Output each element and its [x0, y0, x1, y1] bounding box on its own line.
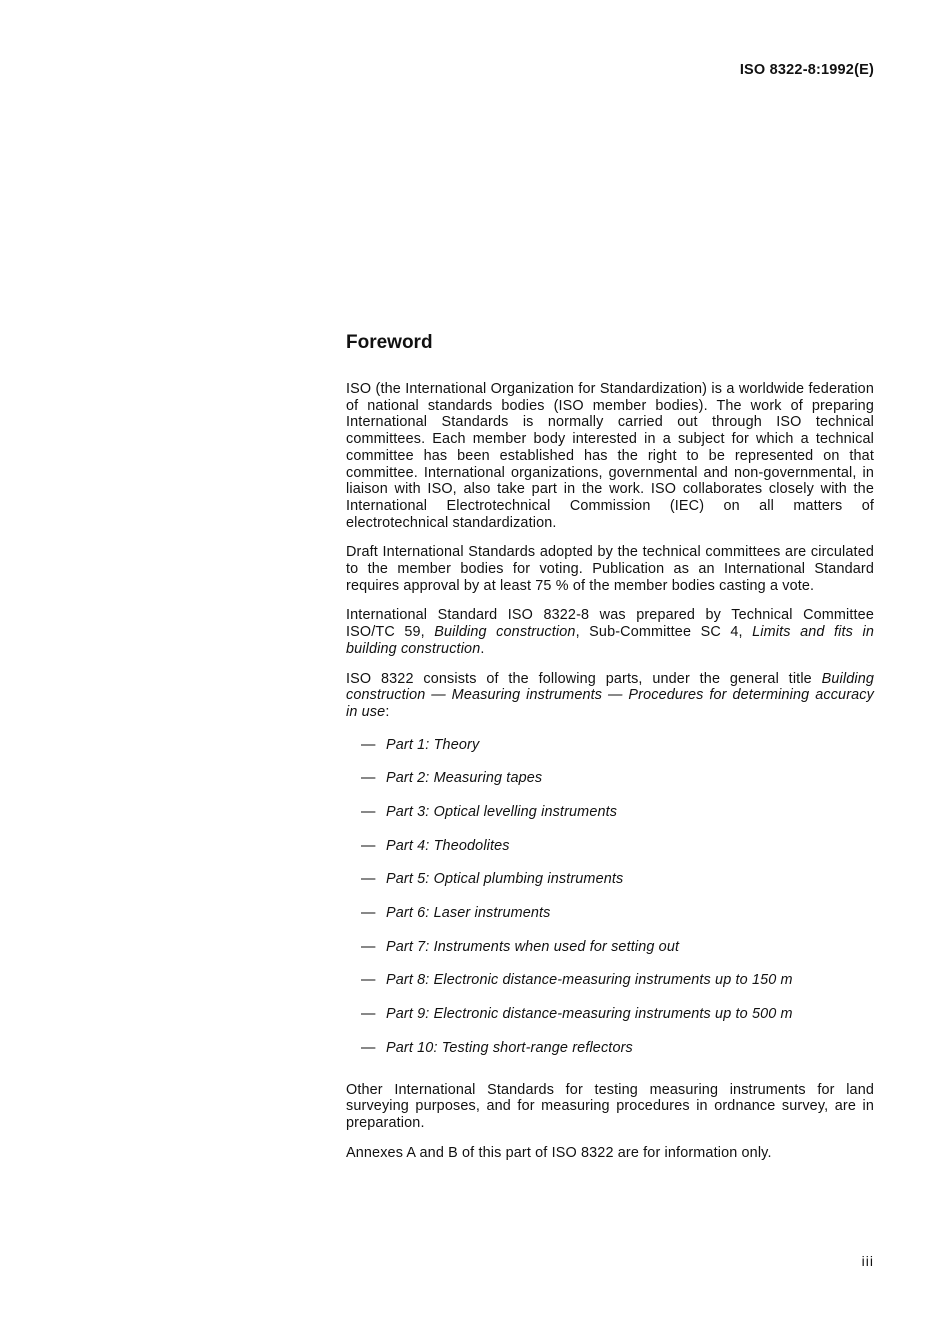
dash-icon: — — [361, 938, 376, 955]
dash-icon: — — [361, 837, 376, 854]
preparation-suffix: . — [480, 640, 485, 657]
part-title: Theodolites — [433, 837, 510, 854]
list-item — [346, 768, 874, 802]
part-title: Electronic distance-measuring instruments up to 500 m — [433, 1006, 793, 1023]
dash-icon: — — [361, 1006, 376, 1023]
part-title: Theory — [433, 736, 480, 753]
dash-icon: — — [361, 1039, 376, 1056]
list-item — [346, 1038, 874, 1072]
list-item — [346, 836, 874, 870]
part-label: Part 1: — [386, 736, 430, 753]
foreword-paragraph-other-standards: Other International Standards for testing measuring instruments for land surveying purposes, and for measuring procedures in ordnance survey, are in preparation. — [346, 1081, 874, 1131]
foreword-paragraph-iso-intro: ISO (the International Organization for Standardization) is a worldwide federation of national standards bodies (ISO member bodies). The work of preparing International Standards is normally carried out through ISO technical committees. Each member body interested in a subject for which a technical committee has been established has the right to be represented on that committee. International organizations, governmental and non-governmental, in liaison with ISO, also take part in the work. ISO collaborates closely with the International Electrotechnical Commission (IEC) on all matters of electrotechnical standardization. — [346, 381, 874, 531]
foreword-paragraph-draft-standards: Draft International Standards adopted by the technical committees are circulated to the member bodies for voting. Publication as an International Standard requires approval by at least 75 % of the member bodies casting a vote. — [346, 544, 874, 594]
parts-list — [346, 735, 874, 1072]
foreword-paragraph-parts-intro — [346, 671, 874, 721]
part-label: Part 6: — [386, 905, 430, 922]
list-item — [346, 903, 874, 937]
preparation-middle: , Sub-Committee SC 4, — [575, 624, 753, 641]
parts-intro-suffix: : — [385, 703, 390, 720]
list-item — [346, 937, 874, 971]
foreword-paragraph-annexes: Annexes A and B of this part of ISO 8322 are for information only. — [346, 1144, 772, 1161]
part-title: Optical levelling instruments — [433, 804, 618, 821]
tc-title: Building construction — [434, 624, 576, 641]
part-label: Part 9: — [386, 1006, 430, 1023]
part-label: Part 10: — [386, 1039, 438, 1056]
sc-title: Limits and fits in building construction — [346, 624, 874, 657]
list-item — [346, 802, 874, 836]
dash-icon: — — [361, 736, 376, 753]
part-title: Laser instruments — [433, 905, 551, 922]
part-label: Part 7: — [386, 938, 430, 955]
preparation-prefix: International Standard ISO 8322-8 was prepared by Technical Committee ISO/TC 59, — [346, 607, 874, 641]
general-title: Building construction — Measuring instruments — Procedures for determining accuracy in use — [346, 670, 874, 720]
dash-icon: — — [361, 804, 376, 821]
part-title: Optical plumbing instruments — [433, 871, 624, 888]
part-title: Measuring tapes — [433, 770, 543, 787]
part-label: Part 5: — [386, 871, 430, 888]
list-item — [346, 1004, 874, 1038]
foreword-heading: Foreword — [346, 332, 433, 353]
list-item — [346, 869, 874, 903]
part-label: Part 3: — [386, 804, 430, 821]
document-identifier: ISO 8322-8:1992(E) — [739, 62, 874, 78]
dash-icon: — — [361, 972, 376, 989]
foreword-section — [346, 330, 874, 1174]
dash-icon: — — [361, 770, 376, 787]
part-label: Part 4: — [386, 837, 430, 854]
list-item — [346, 735, 874, 769]
part-title: Electronic distance-measuring instruments up to 150 m — [433, 972, 793, 989]
part-title: Instruments when used for setting out — [433, 938, 680, 955]
list-item — [346, 970, 874, 1004]
page-number: iii — [861, 1253, 874, 1269]
part-label: Part 8: — [386, 972, 430, 989]
foreword-paragraph-preparation — [346, 607, 874, 657]
dash-icon: — — [361, 871, 376, 888]
dash-icon: — — [361, 905, 376, 922]
parts-intro-prefix: ISO 8322 consists of the following parts, under the general title — [346, 670, 822, 687]
part-title: Testing short-range reflectors — [441, 1039, 633, 1056]
part-label: Part 2: — [386, 770, 430, 787]
